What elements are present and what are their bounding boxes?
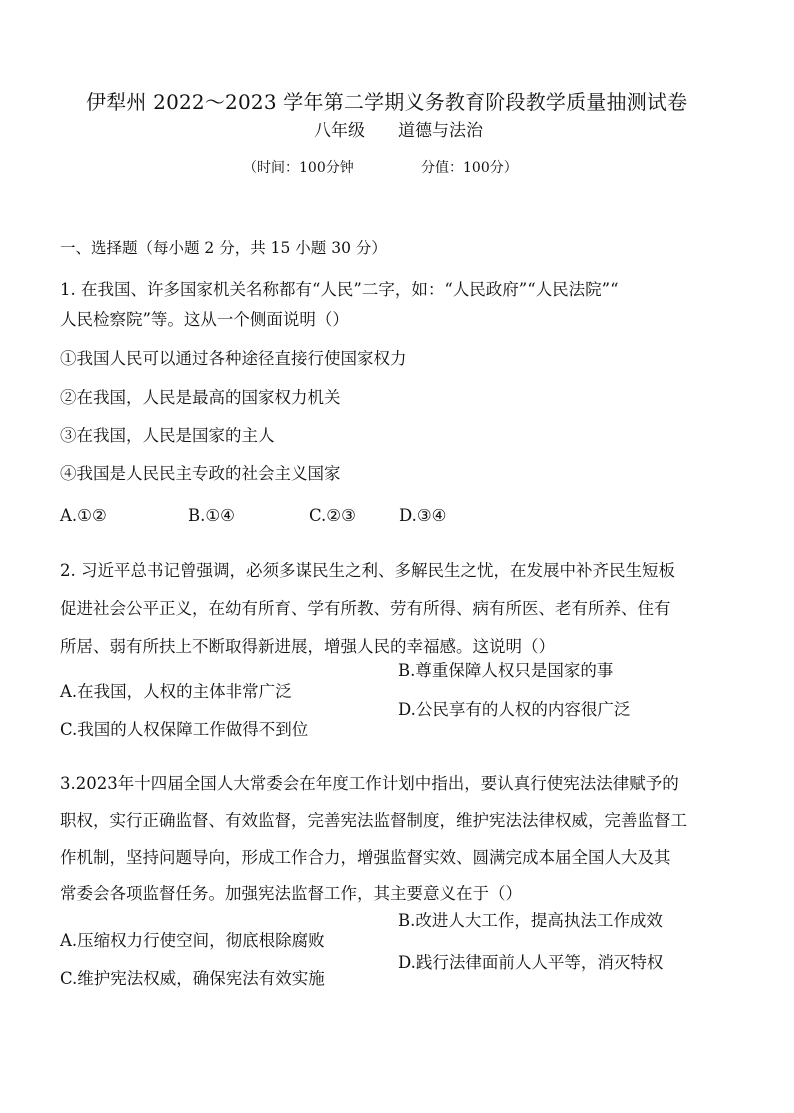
option-d[interactable]: D.③④ <box>399 506 447 525</box>
option-b[interactable]: B.尊重保障人权只是国家的事 <box>398 661 614 680</box>
question-stem-line: 1. 在我国、许多国家机关名称都有“人民”二字，如：“人民政府”“人民法院”“ <box>60 280 619 299</box>
statement-item: ④我国是人民民主专政的社会主义国家 <box>60 464 341 483</box>
option-d[interactable]: D.公民享有的人权的内容很广泛 <box>398 700 631 719</box>
option-b[interactable]: B.改进人大工作，提高执法工作成效 <box>398 911 663 930</box>
grade-label: 八年级 <box>314 121 365 141</box>
exam-score: 分值：100分） <box>421 160 518 176</box>
question-stem-line: 职权，实行正确监督、有效监督，完善宪法监督制度，维护宪法法律权威，完善监督工 <box>60 811 687 830</box>
option-a[interactable]: A.在我国，人权的主体非常广泛 <box>60 682 292 701</box>
question-stem-line: 3.2023年十四届全国人大常委会在年度工作计划中指出，要认真行使宪法法律赋予的 <box>60 774 679 793</box>
exam-time: （时间：100分钟 <box>243 160 354 176</box>
section-heading: 一、选择题（每小题 2 分，共 15 小题 30 分） <box>60 239 387 257</box>
option-d[interactable]: D.践行法律面前人人平等，消灭特权 <box>398 953 664 972</box>
statement-item: ②在我国，人民是最高的国家权力机关 <box>60 388 341 407</box>
subject-label: 道德与法治 <box>398 121 483 141</box>
question-stem-line: 促进社会公平正义，在幼有所育、学有所教、劳有所得、病有所医、老有所养、住有 <box>60 599 671 618</box>
question-stem-line: 作机制，坚持问题导向，形成工作合力，增强监督实效、圆满完成本届全国人大及其 <box>60 848 671 867</box>
option-a[interactable]: A.压缩权力行使空间，彻底根除腐败 <box>60 931 325 950</box>
question-stem-line: 所居、弱有所扶上不断取得新进展，增强人民的幸福感。这说明（） <box>60 637 555 656</box>
option-a[interactable]: A.①② <box>60 506 107 525</box>
option-c[interactable]: C.维护宪法权威，确保宪法有效实施 <box>60 969 325 988</box>
question-stem-line: 常委会各项监督任务。加强宪法监督工作，其主要意义在于（） <box>60 884 522 903</box>
option-c[interactable]: C.②③ <box>309 506 356 525</box>
option-b[interactable]: B.①④ <box>188 506 235 525</box>
exam-title: 伊犁州 2022～2023 学年第二学期义务教育阶段教学质量抽测试卷 <box>86 90 688 114</box>
option-c[interactable]: C.我国的人权保障工作做得不到位 <box>60 720 309 739</box>
statement-item: ③在我国，人民是国家的主人 <box>60 426 275 445</box>
question-stem-line: 2. 习近平总书记曾强调，必须多谋民生之利、多解民生之忧，在发展中补齐民生短板 <box>60 561 675 580</box>
question-stem-line: 人民检察院”等。这从一个侧面说明（） <box>60 310 349 329</box>
statement-item: ①我国人民可以通过各种途径直接行使国家权力 <box>60 349 407 368</box>
